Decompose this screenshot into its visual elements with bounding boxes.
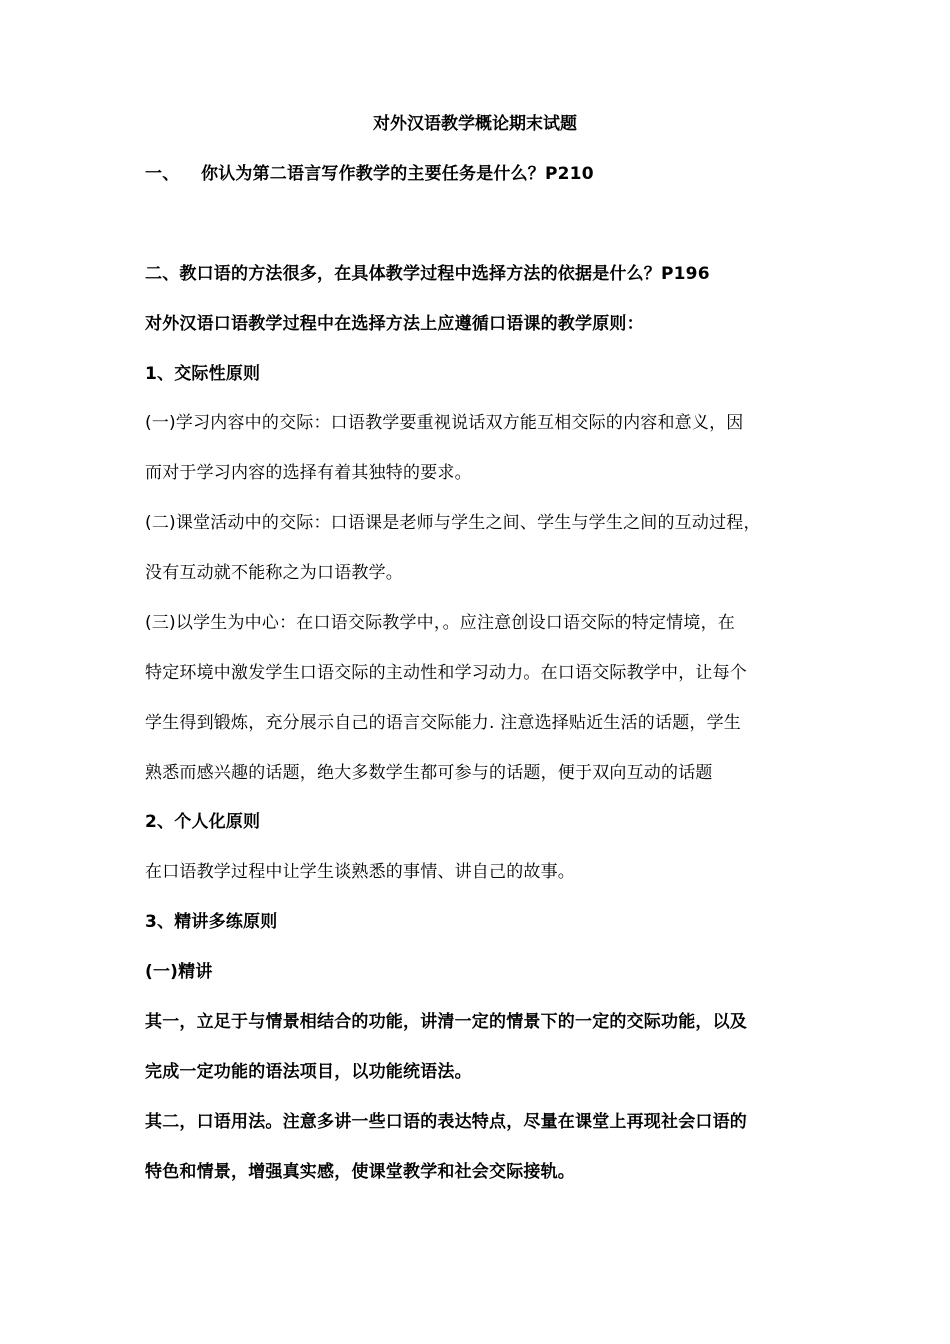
principle-3-point-1-line-1: 其一，立足于与情景相结合的功能，讲清一定的情景下的一定的交际功能，以及 xyxy=(145,1012,747,1032)
principle-2-heading: 2、个人化原则 xyxy=(145,812,261,832)
document-title: 对外汉语教学概论期末试题 xyxy=(373,114,577,134)
principle-2-text: 在口语教学过程中让学生谈熟悉的事情、讲自己的故事。 xyxy=(145,862,575,882)
principle-1-item-a-line-1: (一)学习内容中的交际：口语教学要重视说话双方能互相交际的内容和意义，因 xyxy=(145,413,744,433)
principle-1-heading: 1、交际性原则 xyxy=(145,364,261,384)
principle-3-point-2-line-2: 特色和情景，增强真实感，使课堂教学和社会交际接轨。 xyxy=(145,1162,575,1182)
principle-1-item-a-line-2: 而对于学习内容的选择有着其独特的要求。 xyxy=(145,463,472,483)
principle-1-item-b-line-1: (二)课堂活动中的交际：口语课是老师与学生之间、学生与学生之间的互动过程， xyxy=(145,513,761,533)
principle-3-point-1-line-2: 完成一定功能的语法项目，以功能统语法。 xyxy=(145,1062,472,1082)
principle-1-item-b-line-2: 没有互动就不能称之为口语教学。 xyxy=(145,563,403,583)
answer-intro: 对外汉语口语教学过程中在选择方法上应遵循口语课的教学原则： xyxy=(145,314,644,334)
principle-3-subheading: (一)精讲 xyxy=(145,962,213,982)
question-1-text: 你认为第二语言写作教学的主要任务是什么？P210 xyxy=(201,164,594,184)
principle-1-item-c-line-1: (三)以学生为中心：在口语交际教学中，。应注意创设口语交际的特定情境，在 xyxy=(145,613,735,633)
principle-1-item-c-line-4: 熟悉而感兴趣的话题，绝大多数学生都可参与的话题，便于双向互动的话题 xyxy=(145,763,713,783)
principle-1-item-c-line-2: 特定环境中激发学生口语交际的主动性和学习动力。在口语交际教学中，让每个 xyxy=(145,663,747,683)
question-2-text: 二、教口语的方法很多，在具体教学过程中选择方法的依据是什么？P196 xyxy=(145,264,710,284)
principle-3-point-2-line-1: 其二，口语用法。注意多讲一些口语的表达特点，尽量在课堂上再现社会口语的 xyxy=(145,1112,747,1132)
principle-1-item-c-line-3: 学生得到锻炼，充分展示自己的语言交际能力. 注意选择贴近生活的话题，学生 xyxy=(145,713,742,733)
question-1-number: 一、 xyxy=(145,164,180,184)
principle-3-heading: 3、精讲多练原则 xyxy=(145,912,278,932)
